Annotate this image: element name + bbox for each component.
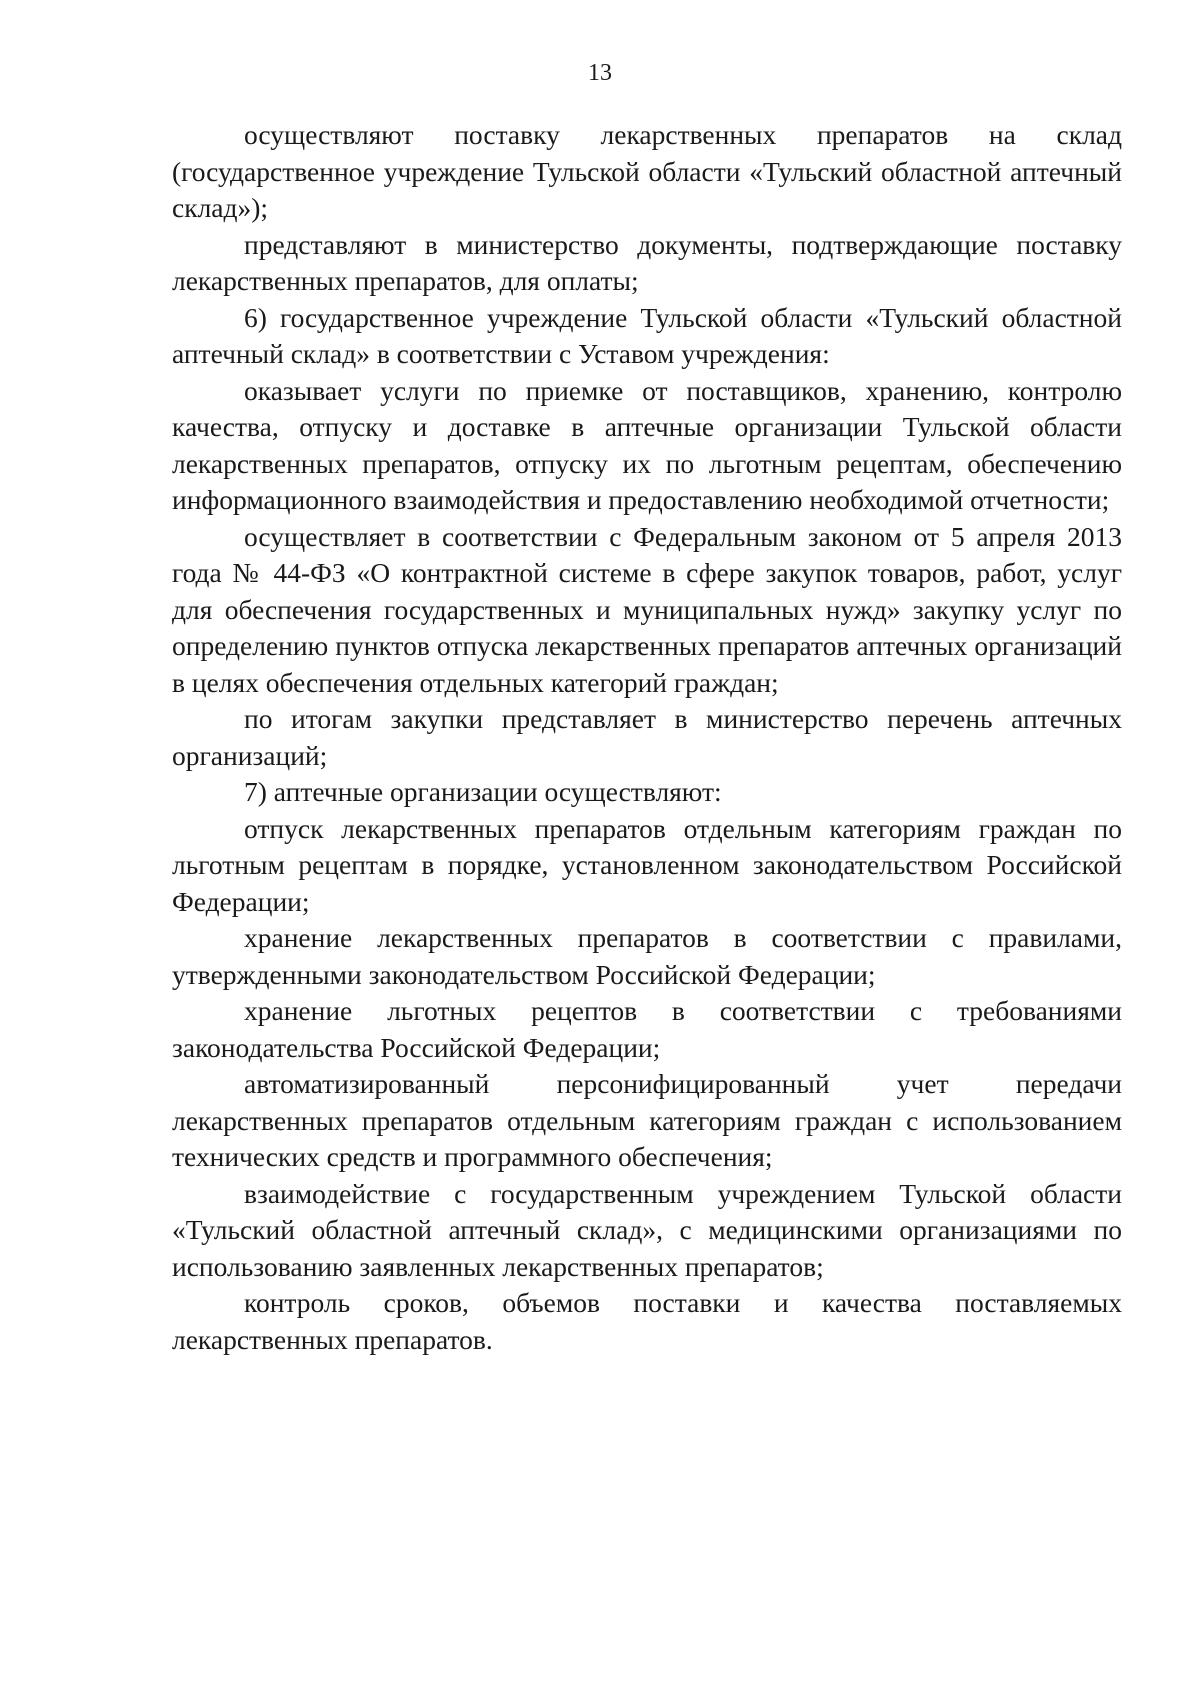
- paragraph-item-7-pharmacies: 7) аптечные организации осуществляют:: [244, 776, 722, 807]
- paragraph-supply-to-warehouse: осуществляют поставку лекарственных препаратов на склад (государственное учреждение Тульской области «Тульский областной аптечный склад»);: [172, 119, 1122, 223]
- paragraph-warehouse-services: оказывает услуги по приемке от поставщиков, хранению, контролю качества, отпуску и доставке в аптечные организации Тульской области лекарственных препаратов, отпуску их по льготным рецептам, обеспечению информационного взаимодействия и предоставлению необходимой отчетности;: [172, 374, 1122, 515]
- paragraph-dispensing: отпуск лекарственных препаратов отдельным категориям граждан по льготным рецептам в порядке, установленном законодательством Российской Федерации;: [172, 812, 1122, 917]
- paragraph-automated-accounting: автоматизированный персонифицированный учет передачи лекарственных препаратов отдельным категориям граждан с использованием технических средств и программного обеспечения;: [172, 1068, 1122, 1172]
- paragraph-quality-control: контроль сроков, объемов поставки и качества поставляемых лекарственных препаратов.: [172, 1287, 1122, 1355]
- paragraph-interaction: взаимодействие с государственным учреждением Тульской области «Тульский областной аптечный склад», с медицинскими организациями по использованию заявленных лекарственных препаратов;: [172, 1177, 1122, 1282]
- page-number: 13: [588, 60, 612, 86]
- paragraph-drug-storage: хранение лекарственных препаратов в соответствии с правилами, утвержденными законодательством Российской Федерации;: [172, 922, 1122, 990]
- paragraph-payment-documents: представляют в министерство документы, подтверждающие поставку лекарственных препаратов, для оплаты;: [172, 228, 1122, 296]
- paragraph-item-6-warehouse: 6) государственное учреждение Тульской области «Тульский областной аптечный склад» в соответствии с Уставом учреждения:: [172, 301, 1122, 369]
- paragraph-procurement-results: по итогам закупки представляет в министерство перечень аптечных организаций;: [172, 703, 1122, 771]
- document-body: [172, 117, 1122, 1358]
- paragraph-procurement: осуществляет в соответствии с Федеральным законом от 5 апреля 2013 года № 44-ФЗ «О контрактной системе в сфере закупок товаров, работ, услуг для обеспечения государственных и муниципальных нужд» закупку услуг по определению пунктов отпуска лекарственных препаратов аптечных организаций в целях обеспечения отдельных категорий граждан;: [172, 520, 1122, 698]
- paragraph-prescription-storage: хранение льготных рецептов в соответствии с требованиями законодательства Российской Федерации;: [172, 995, 1122, 1063]
